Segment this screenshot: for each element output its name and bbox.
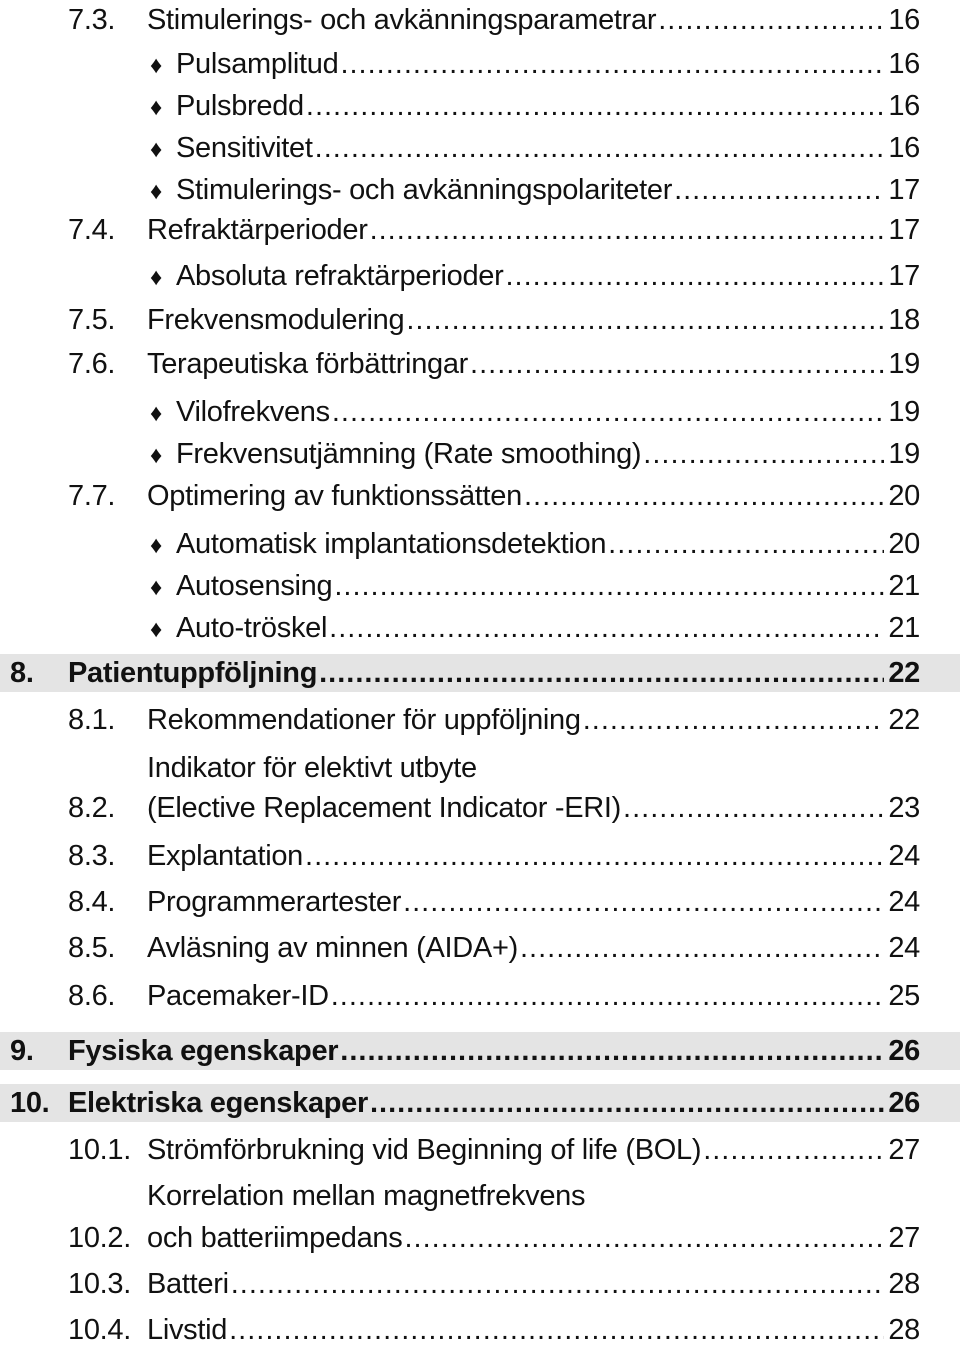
dot-leader [470,346,884,382]
dot-leader [370,1084,884,1122]
toc-entry-page-number: 19 [888,348,920,380]
toc-entry-title: Elektriska egenskaper [68,1087,368,1119]
toc-entry-number: 7.5. [68,304,116,336]
toc-entry-page-number: 16 [888,132,920,164]
toc-entry-page-number: 17 [888,260,920,292]
toc-entry-title-line1: Korrelation mellan magnetfrekvens [147,1180,586,1212]
toc-entry-title: Vilofrekvens [176,396,330,428]
dot-leader [524,478,884,514]
toc-entry-title: Stimulerings- och avkänningspolariteter [176,174,673,206]
dot-leader [643,436,884,472]
dot-leader [319,654,884,692]
diamond-bullet-icon: ♦ [150,94,162,121]
toc-entry-line [150,610,920,648]
dot-leader [658,2,884,38]
toc-entry-page-number: 24 [888,840,920,872]
toc-entry-number: 10.4. [68,1314,131,1346]
toc-entry-title: Sensitivitet [176,132,313,164]
toc-entry-page-number: 23 [888,792,920,824]
toc-entry-line [147,790,920,826]
toc-entry-title: Pacemaker-ID [147,980,329,1012]
toc-entry-page-number: 19 [888,438,920,470]
toc-entry-page-number: 16 [888,4,920,36]
toc-entry-page-number: 28 [888,1314,920,1346]
toc-entry[interactable] [0,346,960,382]
toc-entry-page-number: 22 [888,657,920,689]
dot-leader [506,258,885,294]
toc-entry[interactable] [0,172,960,208]
toc-entry-number: 8.6. [68,980,116,1012]
toc-entry-number: 7.7. [68,480,116,512]
toc-entry-line [147,346,920,382]
toc-entry-line [147,302,920,338]
diamond-bullet-icon: ♦ [150,532,162,559]
diamond-bullet-icon: ♦ [150,178,162,205]
diamond-bullet-icon: ♦ [150,136,162,163]
toc-entry[interactable] [0,88,960,124]
toc-entry-line [68,1084,920,1122]
toc-entry-number: 8. [10,657,34,689]
dot-leader [231,1266,884,1302]
toc-entry-line [150,130,920,168]
toc-entry-number: 10.3. [68,1268,131,1300]
toc-entry-page-number: 17 [888,214,920,246]
toc-entry-page-number: 20 [888,528,920,560]
toc-entry-line [147,478,920,514]
toc-entry-number: 8.4. [68,886,116,918]
dot-leader [583,702,884,738]
toc-entry-number: 8.3. [68,840,116,872]
toc-entry[interactable] [0,1132,960,1168]
toc-entry-number: 8.2. [68,792,116,824]
toc-entry[interactable] [0,610,960,646]
toc-entry-page-number: 27 [888,1222,920,1254]
dot-leader [340,1032,884,1070]
toc-entry-line [150,394,920,432]
toc-entry-page-number: 25 [888,980,920,1012]
toc-entry-line [147,838,920,874]
toc-entry-title: Absoluta refraktärperioder [176,260,504,292]
dot-leader [674,172,884,208]
dot-leader [608,526,884,562]
toc-entry-title: Batteri [147,1268,229,1300]
diamond-bullet-icon: ♦ [150,574,162,601]
toc-entry-title: Livstid [147,1314,228,1346]
toc-entry-page-number: 22 [888,704,920,736]
toc-entry-line [150,172,920,210]
diamond-bullet-icon: ♦ [150,264,162,291]
dot-leader [229,1312,884,1348]
toc-entry-title: Pulsamplitud [176,48,339,80]
toc-entry-line [147,978,920,1014]
toc-entry-page-number: 18 [888,304,920,336]
toc-entry-title: Stimulerings- och avkänningsparametrar [147,4,657,36]
diamond-bullet-icon: ♦ [150,52,162,79]
dot-leader [403,884,884,920]
toc-entry-number: 10.1. [68,1134,131,1166]
toc-entry-page-number: 21 [888,570,920,602]
toc-entry-line [147,1132,920,1168]
toc-entry-line [150,526,920,564]
toc-entry[interactable] [0,1266,960,1302]
toc-entry-title: Frekvensmodulering [147,304,405,336]
diamond-bullet-icon: ♦ [150,400,162,427]
toc-entry-title: Pulsbredd [176,90,304,122]
dot-leader [329,610,884,646]
toc-entry-page-number: 16 [888,90,920,122]
toc-entry-title: Strömförbrukning vid Beginning of life (BOL) [147,1134,702,1166]
toc-entry[interactable] [0,436,960,472]
toc-entry-line [147,884,920,920]
toc-entry[interactable] [0,478,960,514]
toc-entry-number: 8.1. [68,704,116,736]
toc-entry-title: Fysiska egenskaper [68,1035,339,1067]
toc-entry-line [147,702,920,738]
toc-entry-title: (Elective Replacement Indicator -ERI) [147,792,622,824]
toc-entry-line [150,46,920,84]
toc-entry[interactable] [0,790,960,826]
toc-entry-title-line1: Indikator för elektivt utbyte [147,752,477,784]
toc-entry[interactable] [0,978,960,1014]
toc-entry-page-number: 17 [888,174,920,206]
dot-leader [703,1132,884,1168]
toc-entry-page-number: 26 [888,1087,920,1119]
dot-leader [315,130,884,166]
toc-entry[interactable] [0,46,960,82]
toc-entry-line [147,930,920,966]
toc-entry-title: Programmerartester [147,886,402,918]
toc-entry-title: Auto-tröskel [176,612,328,644]
dot-leader [305,838,884,874]
toc-entry-number: 10.2. [68,1222,131,1254]
dot-leader [334,568,884,604]
toc-entry[interactable] [0,654,960,692]
dot-leader [520,930,884,966]
toc-entry-page-number: 16 [888,48,920,80]
toc-entry[interactable] [0,526,960,562]
dot-leader [406,302,884,338]
diamond-bullet-icon: ♦ [150,442,162,469]
toc-entry-page-number: 21 [888,612,920,644]
toc-entry[interactable] [0,258,960,294]
toc-entry-number: 8.5. [68,932,116,964]
toc-entry-line [68,1032,920,1070]
toc-entry[interactable] [0,2,960,38]
dot-leader [340,46,884,82]
dot-leader [306,88,884,124]
dot-leader [331,978,884,1014]
toc-entry-line [147,212,920,248]
toc-entry-page-number: 20 [888,480,920,512]
dot-leader [332,394,884,430]
toc-entry[interactable] [0,930,960,966]
toc-entry[interactable] [0,884,960,920]
toc-entry-number: 7.4. [68,214,116,246]
toc-entry[interactable] [0,838,960,874]
toc-entry[interactable] [0,1032,960,1070]
toc-entry-page-number: 27 [888,1134,920,1166]
toc-entry[interactable] [0,702,960,738]
toc-entry-line [150,568,920,606]
toc-entry-title: Terapeutiska förbättringar [147,348,469,380]
toc-entry-title: Avläsning av minnen (AIDA+) [147,932,518,964]
toc-entry-title: Rekommendationer för uppföljning [147,704,581,736]
toc-entry-page-number: 24 [888,886,920,918]
toc-entry-title: Optimering av funktionssätten [147,480,522,512]
toc-entry[interactable] [0,1312,960,1348]
toc-entry-line [150,258,920,296]
toc-entry-line [150,436,920,474]
toc-entry[interactable] [0,1220,960,1256]
toc-entry[interactable] [0,568,960,604]
toc-entry-number: 7.6. [68,348,116,380]
toc-entry-title: Frekvensutjämning (Rate smoothing) [176,438,642,470]
toc-entry-page-number: 28 [888,1268,920,1300]
toc-entry-line [68,654,920,692]
toc-entry[interactable] [0,394,960,430]
toc-entry-title: Automatisk implantationsdetektion [176,528,607,560]
toc-entry[interactable] [0,1084,960,1122]
toc-entry-line [147,1220,920,1256]
toc-entry-number: 9. [10,1035,34,1067]
dot-leader [370,212,884,248]
toc-entry-line [147,2,920,38]
toc-entry-line [147,1312,920,1348]
toc-entry-line [147,1266,920,1302]
toc-entry-title: Autosensing [176,570,333,602]
toc-entry-page-number: 26 [888,1035,920,1067]
toc-entry[interactable] [0,212,960,248]
toc-entry-title: Refraktärperioder [147,214,368,246]
toc-entry-line [150,88,920,126]
toc-entry-number: 7.3. [68,4,116,36]
toc-entry-title: Explantation [147,840,304,872]
toc-entry-page-number: 19 [888,396,920,428]
toc-entry[interactable] [0,130,960,166]
diamond-bullet-icon: ♦ [150,616,162,643]
toc-entry-title: Patientuppföljning [68,657,318,689]
toc-entry-title: och batteriimpedans [147,1222,403,1254]
dot-leader [623,790,884,826]
toc-entry-number: 10. [10,1087,50,1119]
toc-entry[interactable] [0,302,960,338]
toc-entry-page-number: 24 [888,932,920,964]
dot-leader [404,1220,884,1256]
